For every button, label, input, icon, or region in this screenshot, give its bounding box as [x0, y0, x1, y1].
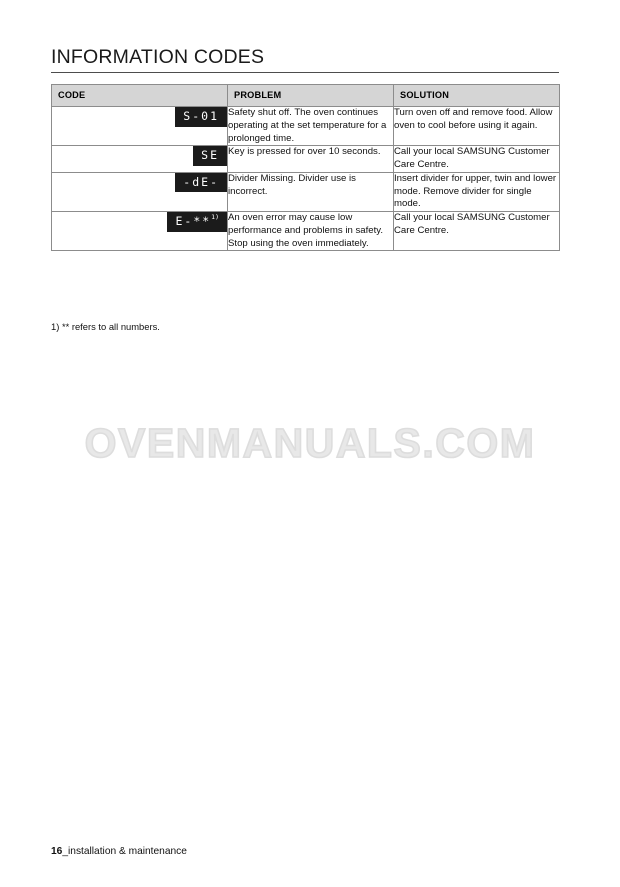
- problem-cell: An oven error may cause low performance and problems in safety. Stop using the oven immediately.: [228, 212, 394, 251]
- led-display-code: [175, 173, 227, 193]
- led-display-code: [175, 107, 227, 127]
- code-cell: [52, 212, 228, 251]
- watermark: OVENMANUALS.COM: [84, 420, 536, 466]
- column-header-code: CODE: [52, 85, 228, 107]
- table-row: [52, 172, 560, 211]
- led-code-footnote-marker: 1): [211, 213, 219, 222]
- table-row: [52, 107, 560, 146]
- solution-cell: Call your local SAMSUNG Customer Care Centre.: [394, 212, 560, 251]
- led-display-code: [167, 212, 227, 232]
- led-code-text: E-**: [175, 214, 212, 228]
- code-cell: [52, 107, 228, 146]
- title-divider: [51, 72, 559, 73]
- led-code-text: S-01: [183, 109, 219, 123]
- code-cell: [52, 146, 228, 173]
- column-header-solution: SOLUTION: [394, 85, 560, 107]
- code-cell: [52, 172, 228, 211]
- footer-page-number: 16: [51, 846, 63, 857]
- footnote: 1) ** refers to all numbers.: [51, 321, 160, 332]
- table-row: [52, 212, 560, 251]
- led-display-code: [193, 146, 227, 166]
- led-code-text: -dE-: [183, 174, 219, 189]
- problem-cell: Safety shut off. The oven continues operating at the set temperature for a prolonged time.: [228, 107, 394, 146]
- led-code-text: SE: [201, 148, 219, 163]
- problem-cell: Key is pressed for over 10 seconds.: [228, 146, 394, 173]
- page-footer: [51, 846, 187, 857]
- table-row: [52, 146, 560, 173]
- page-title: INFORMATION CODES: [51, 46, 265, 68]
- table-header-row: [52, 85, 560, 107]
- solution-cell: Call your local SAMSUNG Customer Care Centre.: [394, 146, 560, 173]
- solution-cell: Insert divider for upper, twin and lower mode. Remove divider for single mode.: [394, 172, 560, 211]
- problem-cell: Divider Missing. Divider use is incorrect.: [228, 172, 394, 211]
- information-codes-table: [51, 84, 560, 251]
- column-header-problem: PROBLEM: [228, 85, 394, 107]
- solution-cell: Turn oven off and remove food. Allow oven to cool before using it again.: [394, 107, 560, 146]
- footer-section-label: _installation & maintenance: [62, 846, 187, 857]
